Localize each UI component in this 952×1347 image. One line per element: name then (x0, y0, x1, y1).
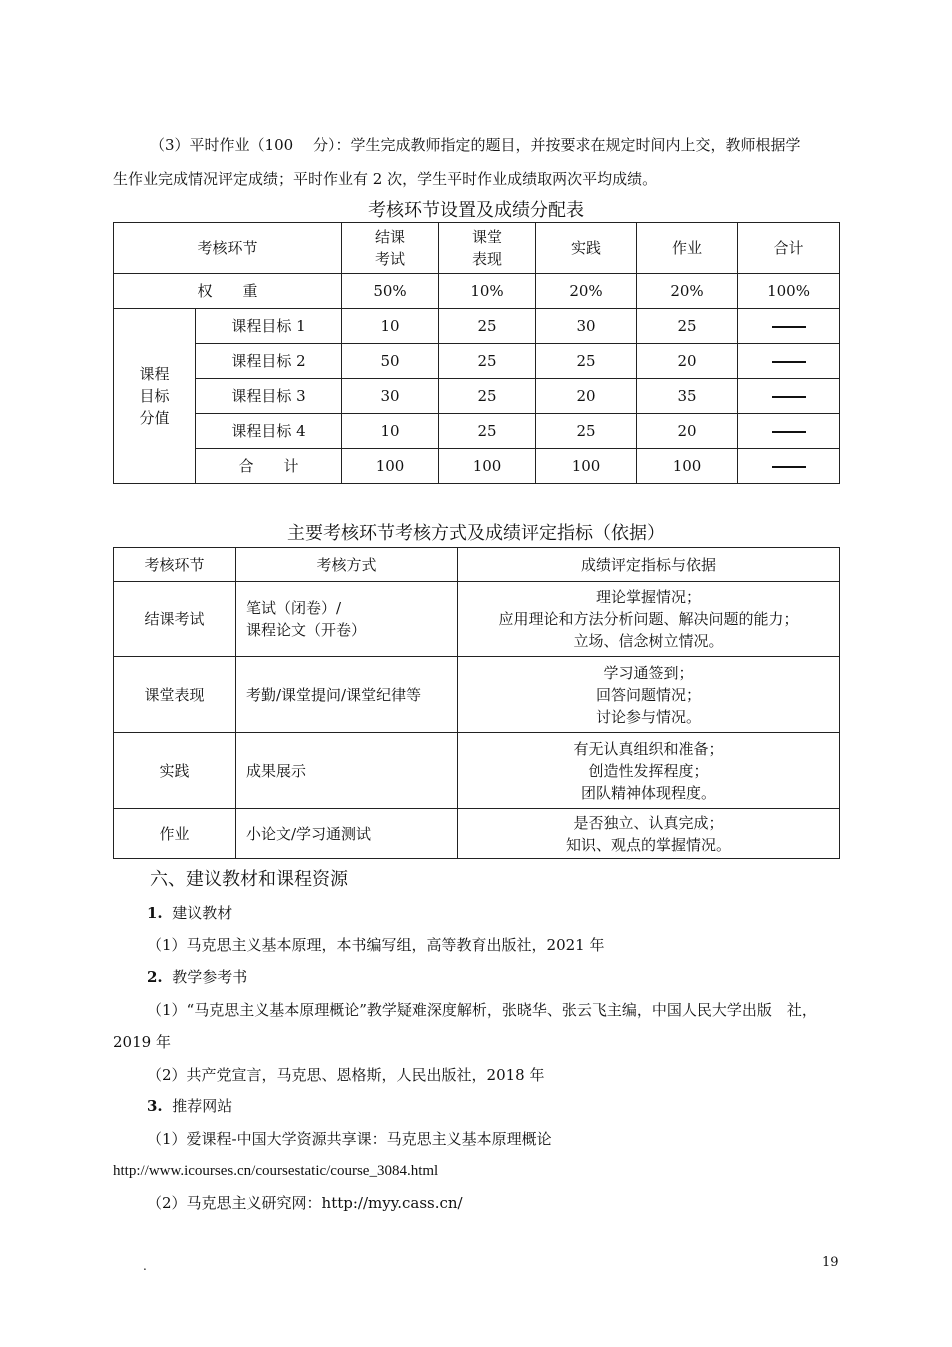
t1-cell: 35 (637, 379, 738, 414)
t1-weight-label: 权 重 (114, 274, 342, 309)
t1-header-class: 课堂 表现 (439, 223, 536, 274)
dash-icon (772, 466, 806, 468)
t1-cell: 100 (536, 449, 637, 484)
website-item-1-url[interactable]: http://www.icourses.cn/coursestatic/course_3084.html (113, 1163, 439, 1179)
t1-cell: 10 (342, 309, 439, 344)
subsection-3 (147, 1096, 232, 1116)
t2-criteria: 学习通签到； 回答问题情况； 讨论参与情况。 (458, 657, 840, 733)
t1-cell: 25 (536, 414, 637, 449)
t2-method: 小论文/学习通测试 (236, 809, 458, 859)
t1-cell: 10 (342, 414, 439, 449)
t1-cell: 25 (439, 379, 536, 414)
t2-method: 笔试（闭卷）/ 课程论文（开卷） (236, 582, 458, 657)
t1-cell: 100 (342, 449, 439, 484)
t1-header-total: 合计 (738, 223, 840, 274)
t1-cell: 30 (536, 309, 637, 344)
t1-header-exam: 结课 考试 (342, 223, 439, 274)
t2-section: 作业 (114, 809, 236, 859)
homework-paragraph-line1: （3）平时作业（100 分）：学生完成教师指定的题目，并按要求在规定时间内上交，教师根据学 (150, 136, 801, 154)
t2-method: 成果展示 (236, 733, 458, 809)
assessment-weight-table (113, 222, 840, 484)
subsection-3-num: 3. (147, 1097, 163, 1115)
t2-criteria: 是否独立、认真完成； 知识、观点的掌握情况。 (458, 809, 840, 859)
t1-header-section: 考核环节 (114, 223, 342, 274)
t1-row-label: 合 计 (196, 449, 342, 484)
t1-row-label: 课程目标 1 (196, 309, 342, 344)
t1-dash-cell (738, 379, 840, 414)
footer-dot: . (143, 1259, 147, 1273)
reference-item-2: （2）共产党宣言，马克思、恩格斯，人民出版社，2018 年 (147, 1066, 545, 1084)
t2-header-criteria: 成绩评定指标与依据 (458, 548, 840, 582)
t2-criteria: 理论掌握情况； 应用理论和方法分析问题、解决问题的能力； 立场、信念树立情况。 (458, 582, 840, 657)
t2-criteria: 有无认真组织和准备； 创造性发挥程度； 团队精神体现程度。 (458, 733, 840, 809)
t1-cell: 25 (439, 344, 536, 379)
t1-cell: 20 (637, 414, 738, 449)
t1-weight-value: 20% (536, 274, 637, 309)
t2-method: 考勤/课堂提问/课堂纪律等 (236, 657, 458, 733)
subsection-1 (147, 903, 232, 923)
website-item-2: （2）马克思主义研究网：http://myy.cass.cn/ (147, 1194, 463, 1212)
t1-cell: 25 (637, 309, 738, 344)
t1-dash-cell (738, 309, 840, 344)
t1-cell: 50 (342, 344, 439, 379)
t1-weight-value: 100% (738, 274, 840, 309)
reference-item-1-line1: （1）“马克思主义基本原理概论”教学疑难深度解析，张晓华、张云飞主编，中国人民大学出版 社， (147, 1001, 817, 1019)
website-item-1-line1: （1）爱课程-中国大学资源共享课：马克思主义基本原理概论 (147, 1130, 552, 1148)
t1-dash-cell (738, 414, 840, 449)
subsection-2 (147, 967, 247, 987)
t2-section: 课堂表现 (114, 657, 236, 733)
dash-icon (772, 326, 806, 328)
t1-cell: 100 (637, 449, 738, 484)
assessment-method-table (113, 547, 840, 859)
t1-row-label: 课程目标 3 (196, 379, 342, 414)
t1-row-label: 课程目标 4 (196, 414, 342, 449)
t2-header-method: 考核方式 (236, 548, 458, 582)
t1-cell: 20 (536, 379, 637, 414)
t1-cell: 25 (439, 414, 536, 449)
t1-header-practice: 实践 (536, 223, 637, 274)
t2-header-section: 考核环节 (114, 548, 236, 582)
t1-cell: 100 (439, 449, 536, 484)
table1-caption: 考核环节设置及成绩分配表 (368, 200, 584, 221)
reference-item-1-line2: 2019 年 (113, 1033, 171, 1051)
homework-paragraph-line2: 生作业完成情况评定成绩；平时作业有 2 次，学生平时作业成绩取两次平均成绩。 (113, 170, 658, 188)
t1-weight-value: 20% (637, 274, 738, 309)
t1-header-homework: 作业 (637, 223, 738, 274)
t1-cell: 25 (536, 344, 637, 379)
t1-group-label: 课程 目标 分值 (114, 309, 196, 484)
t1-cell: 30 (342, 379, 439, 414)
t1-row-label: 课程目标 2 (196, 344, 342, 379)
section6-title: 六、建议教材和课程资源 (150, 869, 348, 890)
dash-icon (772, 431, 806, 433)
t1-dash-cell (738, 344, 840, 379)
dash-icon (772, 361, 806, 363)
t2-section: 结课考试 (114, 582, 236, 657)
subsection-2-num: 2. (147, 968, 163, 986)
subsection-1-num: 1. (147, 904, 163, 922)
table2-caption: 主要考核环节考核方式及成绩评定指标（依据） (287, 523, 665, 544)
t1-weight-value: 50% (342, 274, 439, 309)
subsection-3-title: 推荐网站 (172, 1097, 233, 1115)
subsection-1-title: 建议教材 (172, 904, 233, 922)
t1-weight-value: 10% (439, 274, 536, 309)
t2-section: 实践 (114, 733, 236, 809)
t1-cell: 20 (637, 344, 738, 379)
page-number: 19 (822, 1255, 839, 1270)
t1-cell: 25 (439, 309, 536, 344)
textbook-item-1: （1）马克思主义基本原理，本书编写组，高等教育出版社，2021 年 (147, 936, 605, 954)
t1-dash-cell (738, 449, 840, 484)
subsection-2-title: 教学参考书 (172, 968, 248, 986)
dash-icon (772, 396, 806, 398)
